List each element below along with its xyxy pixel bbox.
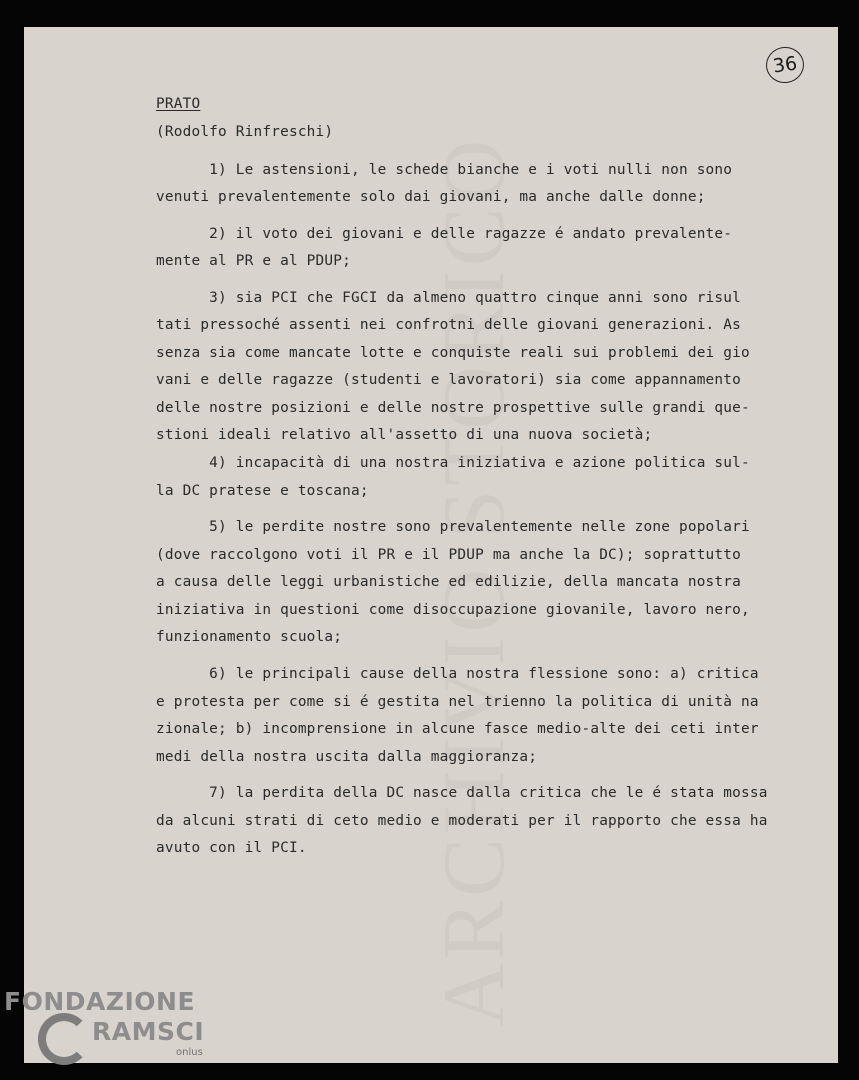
text-line: avuto con il PCI. xyxy=(156,840,307,856)
logo-line1: FONDAZIONE xyxy=(4,987,196,1016)
text-line: la DC pratese e toscana; xyxy=(156,483,369,499)
text-line: (dove raccolgono voti il PR e il PDUP ma anche la DC); soprattutto xyxy=(156,547,742,563)
bleed-through-text: ARCHIVIO STORICO xyxy=(426,135,523,1027)
text-line: medi della nostra uscita dalla maggioranza; xyxy=(156,749,538,765)
fondazione-gramsci-logo xyxy=(0,985,220,1080)
logo-line2: RAMSCI xyxy=(92,1017,205,1046)
document-page xyxy=(24,27,838,1063)
text-line: stioni ideali relativo all'assetto di una nuova società; xyxy=(156,427,653,443)
folio-number: 36 xyxy=(764,45,807,86)
text-line: 3) sia PCI che FGCI da almeno quattro cinque anni sono risul xyxy=(156,290,742,306)
place-heading: PRATO xyxy=(156,96,201,112)
text-line: vani e delle ragazze (studenti e lavoratori) sia come appannamento xyxy=(156,372,742,388)
speaker-name: (Rodolfo Rinfreschi) xyxy=(156,124,334,140)
text-line: 6) le principali cause della nostra flessione sono: a) critica xyxy=(156,666,759,682)
text-line: 7) la perdita della DC nasce dalla critica che le é stata mossa xyxy=(156,785,768,801)
text-line: tati pressoché assenti nei confrotni delle giovani generazioni. As xyxy=(156,317,742,333)
text-line: delle nostre posizioni e delle nostre prospettive sulle grandi que- xyxy=(156,400,750,416)
logo-sub: onlus xyxy=(176,1047,203,1058)
text-line: 1) Le astensioni, le schede bianche e i voti nulli non sono xyxy=(156,162,733,178)
text-line: senza sia come mancate lotte e conquiste reali sui problemi dei gio xyxy=(156,345,750,361)
text-line: a causa delle leggi urbanistiche ed edilizie, della mancata nostra xyxy=(156,574,742,590)
text-line: funzionamento scuola; xyxy=(156,629,343,645)
text-line: mente al PR e al PDUP; xyxy=(156,253,352,269)
text-line: e protesta per come si é gestita nel trienno la politica di unità na xyxy=(156,694,759,710)
text-line: venuti prevalentemente solo dai giovani, ma anche dalle donne; xyxy=(156,189,706,205)
text-line: iniziativa in questioni come disoccupazione giovanile, lavoro nero, xyxy=(156,602,750,618)
text-line: 2) il voto dei giovani e delle ragazze é andato prevalente- xyxy=(156,226,733,242)
g-mark-icon xyxy=(38,1013,90,1065)
text-line: zionale; b) incomprensione in alcune fasce medio-alte dei ceti inter xyxy=(156,721,759,737)
text-line: 5) le perdite nostre sono prevalentemente nelle zone popolari xyxy=(156,519,750,535)
text-line: 4) incapacità di una nostra iniziativa e azione politica sul- xyxy=(156,455,750,471)
text-line: da alcuni strati di ceto medio e moderati per il rapporto che essa ha xyxy=(156,813,768,829)
